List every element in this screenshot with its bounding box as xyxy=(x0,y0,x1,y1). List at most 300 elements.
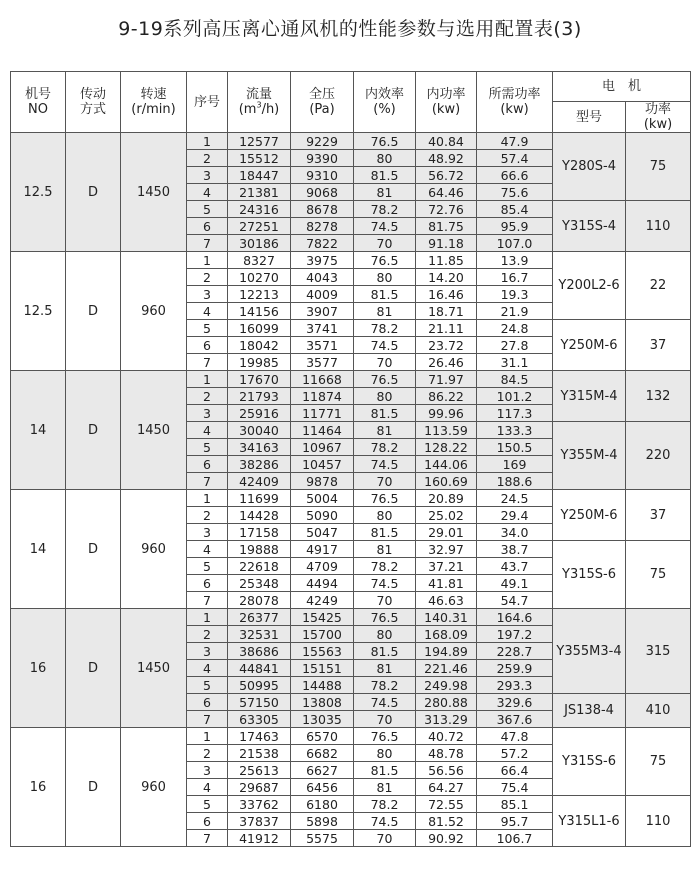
efficiency-cell: 76.5 xyxy=(354,133,416,150)
required-power-cell: 150.5 xyxy=(477,439,553,456)
pressure-cell: 13035 xyxy=(291,711,354,728)
efficiency-cell: 78.2 xyxy=(354,558,416,575)
motor-model-cell: Y315M-4 xyxy=(553,371,626,422)
header-drive: 传动 方式 xyxy=(66,72,121,133)
internal-power-cell: 168.09 xyxy=(416,626,477,643)
internal-power-cell: 21.11 xyxy=(416,320,477,337)
internal-power-cell: 72.55 xyxy=(416,796,477,813)
table-header xyxy=(11,72,691,133)
efficiency-cell: 74.5 xyxy=(354,813,416,830)
motor-model-cell: Y250M-6 xyxy=(553,490,626,541)
pressure-cell: 4043 xyxy=(291,269,354,286)
flow-cell: 24316 xyxy=(228,201,291,218)
machine-no-cell: 12.5 xyxy=(11,252,66,371)
flow-cell: 57150 xyxy=(228,694,291,711)
motor-power-cell: 37 xyxy=(626,490,691,541)
motor-power-cell: 132 xyxy=(626,371,691,422)
seq-cell: 4 xyxy=(187,303,228,320)
pressure-cell: 5575 xyxy=(291,830,354,847)
required-power-cell: 84.5 xyxy=(477,371,553,388)
pressure-cell: 6627 xyxy=(291,762,354,779)
flow-cell: 25348 xyxy=(228,575,291,592)
internal-power-cell: 90.92 xyxy=(416,830,477,847)
flow-cell: 14428 xyxy=(228,507,291,524)
seq-cell: 7 xyxy=(187,235,228,252)
internal-power-cell: 40.72 xyxy=(416,728,477,745)
required-power-cell: 31.1 xyxy=(477,354,553,371)
motor-power-cell: 220 xyxy=(626,422,691,490)
pressure-cell: 4494 xyxy=(291,575,354,592)
efficiency-cell: 80 xyxy=(354,150,416,167)
flow-cell: 63305 xyxy=(228,711,291,728)
drive-cell: D xyxy=(66,133,121,252)
internal-power-cell: 280.88 xyxy=(416,694,477,711)
efficiency-cell: 70 xyxy=(354,711,416,728)
seq-cell: 7 xyxy=(187,354,228,371)
internal-power-cell: 71.97 xyxy=(416,371,477,388)
seq-cell: 1 xyxy=(187,252,228,269)
seq-cell: 4 xyxy=(187,184,228,201)
required-power-cell: 21.9 xyxy=(477,303,553,320)
internal-power-cell: 194.89 xyxy=(416,643,477,660)
drive-cell: D xyxy=(66,371,121,490)
required-power-cell: 49.1 xyxy=(477,575,553,592)
required-power-cell: 164.6 xyxy=(477,609,553,626)
flow-cell: 25916 xyxy=(228,405,291,422)
pressure-cell: 5004 xyxy=(291,490,354,507)
required-power-cell: 169 xyxy=(477,456,553,473)
internal-power-cell: 56.56 xyxy=(416,762,477,779)
header-flow: 流量 $(m^3/h)$ xyxy=(228,72,291,133)
required-power-cell: 117.3 xyxy=(477,405,553,422)
seq-cell: 1 xyxy=(187,371,228,388)
table-group xyxy=(11,728,691,847)
internal-power-cell: 64.46 xyxy=(416,184,477,201)
required-power-cell: 57.2 xyxy=(477,745,553,762)
flow-cell: 14156 xyxy=(228,303,291,320)
header-speed: 转速 (r/min) xyxy=(121,72,187,133)
seq-cell: 6 xyxy=(187,694,228,711)
flow-cell: 22618 xyxy=(228,558,291,575)
flow-cell: 17670 xyxy=(228,371,291,388)
pressure-cell: 10457 xyxy=(291,456,354,473)
motor-power-cell: 75 xyxy=(626,728,691,796)
speed-cell: 960 xyxy=(121,490,187,609)
required-power-cell: 66.6 xyxy=(477,167,553,184)
flow-cell: 12213 xyxy=(228,286,291,303)
pressure-cell: 4009 xyxy=(291,286,354,303)
pressure-cell: 3577 xyxy=(291,354,354,371)
pressure-cell: 9878 xyxy=(291,473,354,490)
required-power-cell: 75.6 xyxy=(477,184,553,201)
motor-power-cell: 37 xyxy=(626,320,691,371)
flow-cell: 37837 xyxy=(228,813,291,830)
speed-cell: 1450 xyxy=(121,371,187,490)
required-power-cell: 188.6 xyxy=(477,473,553,490)
required-power-cell: 75.4 xyxy=(477,779,553,796)
motor-power-cell: 315 xyxy=(626,609,691,694)
header-motor-power: 功率 (kw) xyxy=(626,102,691,133)
drive-cell: D xyxy=(66,728,121,847)
flow-cell: 38286 xyxy=(228,456,291,473)
efficiency-cell: 81.5 xyxy=(354,167,416,184)
internal-power-cell: 140.31 xyxy=(416,609,477,626)
seq-cell: 6 xyxy=(187,218,228,235)
pressure-cell: 13808 xyxy=(291,694,354,711)
seq-cell: 4 xyxy=(187,660,228,677)
efficiency-cell: 74.5 xyxy=(354,456,416,473)
motor-power-cell: 22 xyxy=(626,252,691,320)
efficiency-cell: 81 xyxy=(354,303,416,320)
motor-model-cell: Y315L1-6 xyxy=(553,796,626,847)
required-power-cell: 85.4 xyxy=(477,201,553,218)
table-group xyxy=(11,371,691,490)
motor-model-cell: Y315S-4 xyxy=(553,201,626,252)
seq-cell: 7 xyxy=(187,830,228,847)
flow-cell: 38686 xyxy=(228,643,291,660)
motor-model-cell: Y200L2-6 xyxy=(553,252,626,320)
motor-model-cell: Y315S-6 xyxy=(553,728,626,796)
seq-cell: 1 xyxy=(187,728,228,745)
efficiency-cell: 80 xyxy=(354,388,416,405)
header-pressure: 全压 (Pa) xyxy=(291,72,354,133)
efficiency-cell: 80 xyxy=(354,269,416,286)
seq-cell: 4 xyxy=(187,422,228,439)
seq-cell: 3 xyxy=(187,524,228,541)
seq-cell: 7 xyxy=(187,592,228,609)
pressure-cell: 7822 xyxy=(291,235,354,252)
required-power-cell: 13.9 xyxy=(477,252,553,269)
flow-cell: 17463 xyxy=(228,728,291,745)
machine-no-cell: 14 xyxy=(11,371,66,490)
flow-cell: 21538 xyxy=(228,745,291,762)
flow-cell: 15512 xyxy=(228,150,291,167)
flow-cell: 25613 xyxy=(228,762,291,779)
pressure-cell: 15425 xyxy=(291,609,354,626)
table-row xyxy=(11,609,691,626)
flow-cell: 44841 xyxy=(228,660,291,677)
efficiency-cell: 81 xyxy=(354,422,416,439)
required-power-cell: 57.4 xyxy=(477,150,553,167)
internal-power-cell: 91.18 xyxy=(416,235,477,252)
header-seq: 序号 xyxy=(187,72,228,133)
required-power-cell: 106.7 xyxy=(477,830,553,847)
required-power-cell: 259.9 xyxy=(477,660,553,677)
motor-power-cell: 75 xyxy=(626,133,691,201)
required-power-cell: 29.4 xyxy=(477,507,553,524)
speed-cell: 1450 xyxy=(121,609,187,728)
seq-cell: 4 xyxy=(187,779,228,796)
internal-power-cell: 32.97 xyxy=(416,541,477,558)
seq-cell: 5 xyxy=(187,796,228,813)
efficiency-cell: 70 xyxy=(354,235,416,252)
required-power-cell: 54.7 xyxy=(477,592,553,609)
flow-cell: 42409 xyxy=(228,473,291,490)
efficiency-cell: 74.5 xyxy=(354,218,416,235)
motor-power-cell: 110 xyxy=(626,201,691,252)
efficiency-cell: 70 xyxy=(354,592,416,609)
pressure-cell: 15700 xyxy=(291,626,354,643)
required-power-cell: 293.3 xyxy=(477,677,553,694)
flow-cell: 11699 xyxy=(228,490,291,507)
internal-power-cell: 249.98 xyxy=(416,677,477,694)
motor-model-cell: JS138-4 xyxy=(553,694,626,728)
speed-cell: 1450 xyxy=(121,133,187,252)
internal-power-cell: 26.46 xyxy=(416,354,477,371)
internal-power-cell: 81.75 xyxy=(416,218,477,235)
seq-cell: 2 xyxy=(187,388,228,405)
flow-cell: 21793 xyxy=(228,388,291,405)
seq-cell: 2 xyxy=(187,269,228,286)
pressure-cell: 3907 xyxy=(291,303,354,320)
internal-power-cell: 14.20 xyxy=(416,269,477,286)
internal-power-cell: 23.72 xyxy=(416,337,477,354)
internal-power-cell: 160.69 xyxy=(416,473,477,490)
table-group xyxy=(11,133,691,252)
internal-power-cell: 56.72 xyxy=(416,167,477,184)
pressure-cell: 8678 xyxy=(291,201,354,218)
required-power-cell: 367.6 xyxy=(477,711,553,728)
pressure-cell: 3741 xyxy=(291,320,354,337)
efficiency-cell: 80 xyxy=(354,507,416,524)
seq-cell: 1 xyxy=(187,133,228,150)
seq-cell: 2 xyxy=(187,507,228,524)
internal-power-cell: 48.78 xyxy=(416,745,477,762)
efficiency-cell: 76.5 xyxy=(354,371,416,388)
seq-cell: 6 xyxy=(187,337,228,354)
header-motor: 电 机 xyxy=(553,72,691,102)
flow-cell: 27251 xyxy=(228,218,291,235)
efficiency-cell: 80 xyxy=(354,745,416,762)
internal-power-cell: 16.46 xyxy=(416,286,477,303)
flow-cell: 12577 xyxy=(228,133,291,150)
table-row xyxy=(11,252,691,269)
internal-power-cell: 221.46 xyxy=(416,660,477,677)
pressure-cell: 3975 xyxy=(291,252,354,269)
motor-model-cell: Y315S-6 xyxy=(553,541,626,609)
seq-cell: 4 xyxy=(187,541,228,558)
seq-cell: 6 xyxy=(187,575,228,592)
efficiency-cell: 81 xyxy=(354,660,416,677)
machine-no-cell: 12.5 xyxy=(11,133,66,252)
internal-power-cell: 11.85 xyxy=(416,252,477,269)
table-row xyxy=(11,133,691,150)
flow-cell: 50995 xyxy=(228,677,291,694)
motor-model-cell: Y280S-4 xyxy=(553,133,626,201)
efficiency-cell: 74.5 xyxy=(354,694,416,711)
pressure-cell: 4709 xyxy=(291,558,354,575)
internal-power-cell: 46.63 xyxy=(416,592,477,609)
efficiency-cell: 78.2 xyxy=(354,439,416,456)
flow-cell: 34163 xyxy=(228,439,291,456)
required-power-cell: 228.7 xyxy=(477,643,553,660)
efficiency-cell: 78.2 xyxy=(354,201,416,218)
required-power-cell: 101.2 xyxy=(477,388,553,405)
seq-cell: 1 xyxy=(187,490,228,507)
flow-cell: 8327 xyxy=(228,252,291,269)
table-row xyxy=(11,728,691,745)
header-efficiency: 内效率 (%) xyxy=(354,72,416,133)
efficiency-cell: 74.5 xyxy=(354,575,416,592)
pressure-cell: 11464 xyxy=(291,422,354,439)
motor-power-cell: 410 xyxy=(626,694,691,728)
flow-cell: 33762 xyxy=(228,796,291,813)
pressure-cell: 6180 xyxy=(291,796,354,813)
flow-cell: 16099 xyxy=(228,320,291,337)
flow-cell: 19888 xyxy=(228,541,291,558)
efficiency-cell: 81 xyxy=(354,184,416,201)
efficiency-cell: 76.5 xyxy=(354,609,416,626)
required-power-cell: 95.7 xyxy=(477,813,553,830)
page-title: 9-19系列高压离心通风机的性能参数与选用配置表(3) xyxy=(118,18,582,40)
flow-cell: 10270 xyxy=(228,269,291,286)
flow-cell: 32531 xyxy=(228,626,291,643)
required-power-cell: 197.2 xyxy=(477,626,553,643)
flow-cell: 41912 xyxy=(228,830,291,847)
seq-cell: 3 xyxy=(187,167,228,184)
internal-power-cell: 25.02 xyxy=(416,507,477,524)
pressure-cell: 11874 xyxy=(291,388,354,405)
seq-cell: 7 xyxy=(187,473,228,490)
required-power-cell: 329.6 xyxy=(477,694,553,711)
required-power-cell: 27.8 xyxy=(477,337,553,354)
table-group xyxy=(11,252,691,371)
pressure-cell: 3571 xyxy=(291,337,354,354)
seq-cell: 5 xyxy=(187,677,228,694)
seq-cell: 3 xyxy=(187,643,228,660)
internal-power-cell: 144.06 xyxy=(416,456,477,473)
pressure-cell: 9229 xyxy=(291,133,354,150)
flow-cell: 29687 xyxy=(228,779,291,796)
efficiency-cell: 70 xyxy=(354,354,416,371)
header-required-power: 所需功率 (kw) xyxy=(477,72,553,133)
speed-cell: 960 xyxy=(121,728,187,847)
internal-power-cell: 37.21 xyxy=(416,558,477,575)
internal-power-cell: 113.59 xyxy=(416,422,477,439)
efficiency-cell: 78.2 xyxy=(354,320,416,337)
internal-power-cell: 86.22 xyxy=(416,388,477,405)
pressure-cell: 15563 xyxy=(291,643,354,660)
internal-power-cell: 72.76 xyxy=(416,201,477,218)
efficiency-cell: 76.5 xyxy=(354,490,416,507)
internal-power-cell: 40.84 xyxy=(416,133,477,150)
efficiency-cell: 81 xyxy=(354,541,416,558)
efficiency-cell: 81.5 xyxy=(354,286,416,303)
pressure-cell: 9310 xyxy=(291,167,354,184)
efficiency-cell: 81.5 xyxy=(354,405,416,422)
required-power-cell: 19.3 xyxy=(477,286,553,303)
pressure-cell: 4917 xyxy=(291,541,354,558)
seq-cell: 5 xyxy=(187,320,228,337)
pressure-cell: 15151 xyxy=(291,660,354,677)
pressure-cell: 11771 xyxy=(291,405,354,422)
flow-cell: 17158 xyxy=(228,524,291,541)
internal-power-cell: 313.29 xyxy=(416,711,477,728)
required-power-cell: 34.0 xyxy=(477,524,553,541)
flow-cell: 19985 xyxy=(228,354,291,371)
pressure-cell: 4249 xyxy=(291,592,354,609)
pressure-cell: 5047 xyxy=(291,524,354,541)
seq-cell: 2 xyxy=(187,150,228,167)
flow-cell: 30186 xyxy=(228,235,291,252)
motor-model-cell: Y355M3-4 xyxy=(553,609,626,694)
flow-cell: 30040 xyxy=(228,422,291,439)
pressure-cell: 6682 xyxy=(291,745,354,762)
seq-cell: 6 xyxy=(187,813,228,830)
required-power-cell: 133.3 xyxy=(477,422,553,439)
required-power-cell: 38.7 xyxy=(477,541,553,558)
internal-power-cell: 64.27 xyxy=(416,779,477,796)
internal-power-cell: 81.52 xyxy=(416,813,477,830)
pressure-cell: 11668 xyxy=(291,371,354,388)
header-motor-model: 型号 xyxy=(553,102,626,133)
required-power-cell: 47.8 xyxy=(477,728,553,745)
machine-no-cell: 14 xyxy=(11,490,66,609)
efficiency-cell: 81.5 xyxy=(354,524,416,541)
seq-cell: 3 xyxy=(187,762,228,779)
pressure-cell: 9068 xyxy=(291,184,354,201)
pressure-cell: 8278 xyxy=(291,218,354,235)
seq-cell: 6 xyxy=(187,456,228,473)
pressure-cell: 5090 xyxy=(291,507,354,524)
internal-power-cell: 29.01 xyxy=(416,524,477,541)
required-power-cell: 66.4 xyxy=(477,762,553,779)
drive-cell: D xyxy=(66,490,121,609)
speed-cell: 960 xyxy=(121,252,187,371)
efficiency-cell: 81.5 xyxy=(354,762,416,779)
efficiency-cell: 80 xyxy=(354,626,416,643)
efficiency-cell: 70 xyxy=(354,830,416,847)
performance-table xyxy=(10,71,691,847)
internal-power-cell: 20.89 xyxy=(416,490,477,507)
required-power-cell: 24.5 xyxy=(477,490,553,507)
seq-cell: 2 xyxy=(187,745,228,762)
machine-no-cell: 16 xyxy=(11,609,66,728)
internal-power-cell: 41.81 xyxy=(416,575,477,592)
seq-cell: 5 xyxy=(187,558,228,575)
seq-cell: 5 xyxy=(187,201,228,218)
seq-cell: 1 xyxy=(187,609,228,626)
efficiency-cell: 76.5 xyxy=(354,728,416,745)
pressure-cell: 14488 xyxy=(291,677,354,694)
required-power-cell: 107.0 xyxy=(477,235,553,252)
efficiency-cell: 76.5 xyxy=(354,252,416,269)
efficiency-cell: 78.2 xyxy=(354,677,416,694)
header-machine-no: 机号 NO xyxy=(11,72,66,133)
required-power-cell: 85.1 xyxy=(477,796,553,813)
table-row xyxy=(11,490,691,507)
motor-power-cell: 110 xyxy=(626,796,691,847)
motor-model-cell: Y250M-6 xyxy=(553,320,626,371)
efficiency-cell: 81 xyxy=(354,779,416,796)
table-group xyxy=(11,609,691,728)
table-group xyxy=(11,490,691,609)
internal-power-cell: 99.96 xyxy=(416,405,477,422)
required-power-cell: 24.8 xyxy=(477,320,553,337)
motor-power-cell: 75 xyxy=(626,541,691,609)
internal-power-cell: 18.71 xyxy=(416,303,477,320)
flow-cell: 28078 xyxy=(228,592,291,609)
machine-no-cell: 16 xyxy=(11,728,66,847)
flow-cell: 18042 xyxy=(228,337,291,354)
efficiency-cell: 81.5 xyxy=(354,643,416,660)
required-power-cell: 95.9 xyxy=(477,218,553,235)
pressure-cell: 6570 xyxy=(291,728,354,745)
pressure-cell: 10967 xyxy=(291,439,354,456)
pressure-cell: 6456 xyxy=(291,779,354,796)
flow-cell: 18447 xyxy=(228,167,291,184)
drive-cell: D xyxy=(66,609,121,728)
